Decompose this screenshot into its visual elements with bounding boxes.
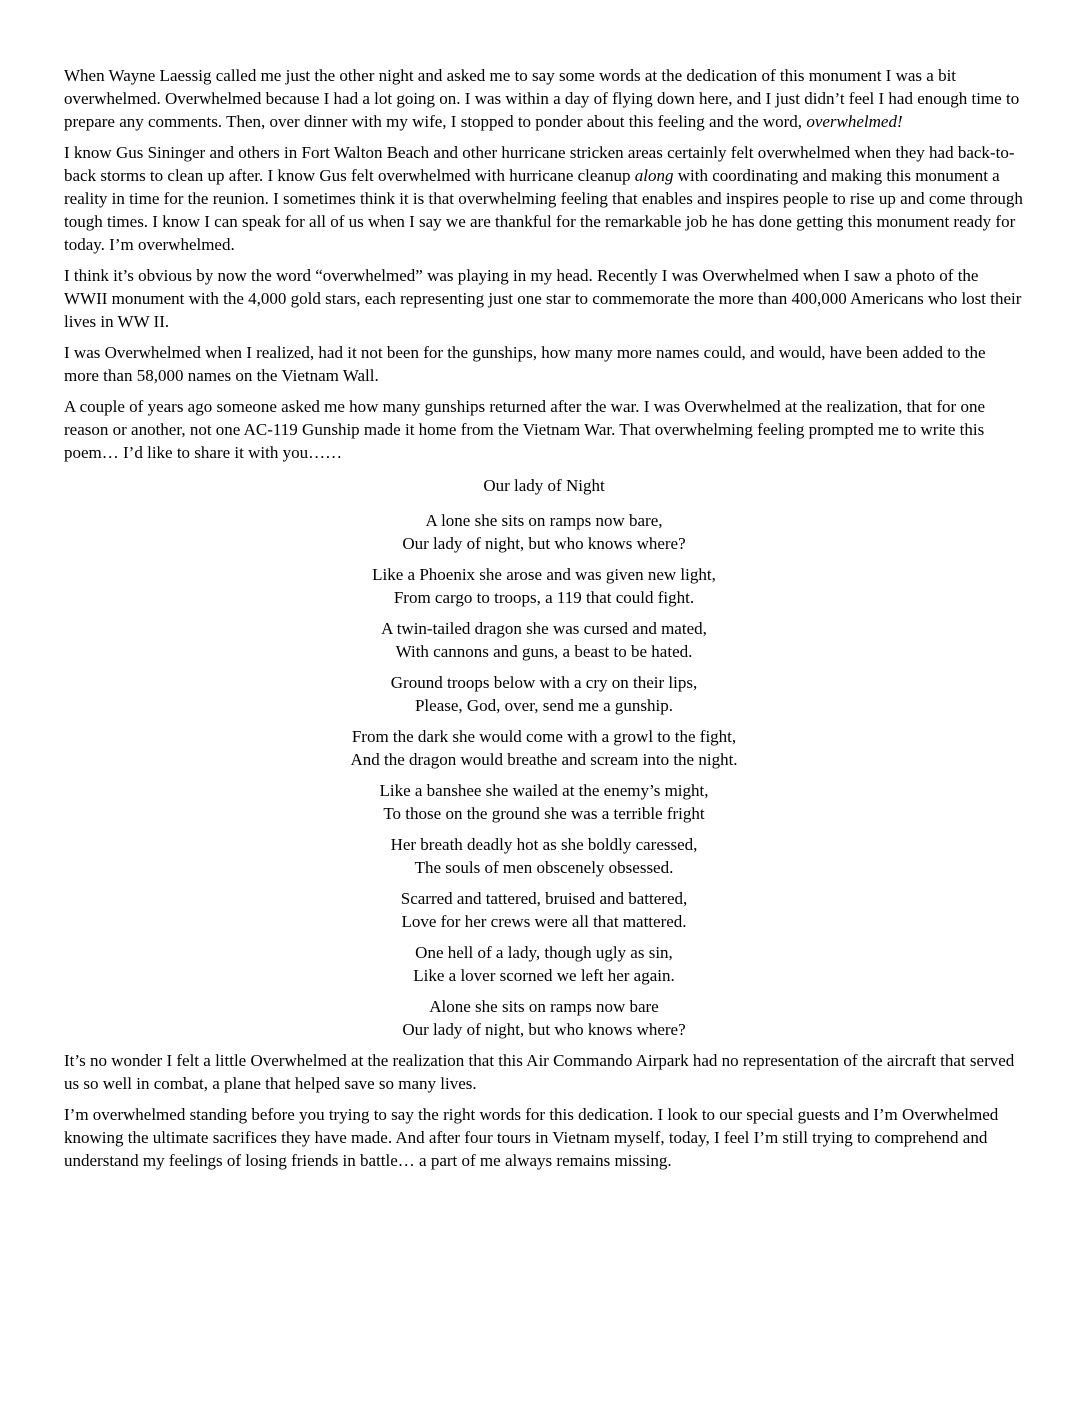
emphasized-word: along xyxy=(634,166,674,185)
paragraph-wwii-monument xyxy=(64,264,1024,333)
paragraph-text: When Wayne Laessig called me just the other night and asked me to say some words at the dedication of this monument I was a bit overwhelmed. Overwhelmed because I had a lot going on. I was within a day of flying down here, and I just didn’t feel I had enough time to prepare any comments. Then, over dinner with my wife, I stopped to ponder about this feeling and the word, xyxy=(64,66,1020,131)
paragraph-text: A couple of years ago someone asked me how many gunships returned after the war. I was Overwhelmed at the realization, that for one reason or another, not one AC-119 Gunship made it home from the Vietnam War. That overwhelming feeling prompted me to write this poem… I’d like to share it with you…… xyxy=(64,397,985,462)
poem-stanza xyxy=(64,671,1024,717)
poem-line: Love for her crews were all that mattered. xyxy=(401,912,687,931)
paragraph-text: I’m overwhelmed standing before you trying to say the right words for this dedication. I look to our special guests and I’m Overwhelmed knowing the ultimate sacrifices they have made. And after four tours in Vietnam myself, today, I feel I’m still trying to comprehend and understand my feelings of losing friends in battle… a part of me always remains missing. xyxy=(64,1105,999,1170)
poem-line: To those on the ground she was a terrible fright xyxy=(383,804,705,823)
poem-stanza xyxy=(64,617,1024,663)
poem-title: Our lady of Night xyxy=(483,476,605,495)
paragraph-text: I was Overwhelmed when I realized, had it not been for the gunships, how many more names could, and would, have been added to the more than 58,000 names on the Vietnam Wall. xyxy=(64,343,986,385)
paragraph-hurricane xyxy=(64,141,1024,256)
poem-stanza xyxy=(64,563,1024,609)
poem-line: From the dark she would come with a growl to the fight, xyxy=(351,727,737,746)
poem-line: And the dragon would breathe and scream into the night. xyxy=(350,750,738,769)
poem-line: Her breath deadly hot as she boldly caressed, xyxy=(390,835,698,854)
paragraph-text: I know Gus Sininger and others in Fort Walton Beach and other hurricane stricken areas certainly felt overwhelmed when they had back-to-back storms to clean up after. I know Gus felt overwhelmed with hurricane cleanup xyxy=(64,143,1015,185)
paragraph-invitation xyxy=(64,64,1024,133)
poem-line: From cargo to troops, a 119 that could fight. xyxy=(393,588,695,607)
poem-stanza xyxy=(64,833,1024,879)
poem-line: Ground troops below with a cry on their lips, xyxy=(390,673,698,692)
emphasized-word: overwhelmed! xyxy=(806,112,903,131)
poem-line: Our lady of night, but who knows where? xyxy=(402,1020,686,1039)
paragraph-text: I think it’s obvious by now the word “overwhelmed” was playing in my head. Recently I was Overwhelmed when I saw a photo of the WWII monument with the 4,000 gold stars, each representing just one star to commemorate the more than 400,000 Americans who lost their lives in WW II. xyxy=(64,266,1022,331)
poem-stanza xyxy=(64,725,1024,771)
poem-line: Like a banshee she wailed at the enemy’s might, xyxy=(379,781,709,800)
document-page xyxy=(64,64,1024,1180)
poem-stanza xyxy=(64,941,1024,987)
poem-stanza xyxy=(64,995,1024,1041)
paragraph-text: It’s no wonder I felt a little Overwhelmed at the realization that this Air Commando Airpark had no representation of the aircraft that served us so well in combat, a plane that helped save so many lives. xyxy=(64,1051,1015,1093)
poem-stanza xyxy=(64,509,1024,555)
poem-line: One hell of a lady, though ugly as sin, xyxy=(415,943,673,962)
poem-line: A lone she sits on ramps now bare, xyxy=(425,511,663,530)
poem-line: The souls of men obscenely obsessed. xyxy=(414,858,674,877)
poem-line: Like a Phoenix she arose and was given new light, xyxy=(372,565,716,584)
poem-line: With cannons and guns, a beast to be hated. xyxy=(395,642,693,661)
paragraph-airpark xyxy=(64,1049,1024,1095)
paragraph-gunships xyxy=(64,395,1024,464)
poem-line: Scarred and tattered, bruised and battered, xyxy=(400,889,688,908)
poem-line: A twin-tailed dragon she was cursed and mated, xyxy=(381,619,707,638)
paragraph-text: with coordinating and making this monument a reality in time for the reunion. I sometimes think it is that overwhelming feeling that enables and inspires people to rise up and come through tough times. I know I can speak for all of us when I say we are thankful for the remarkable job he has done getting this monument ready for today. I’m overwhelmed. xyxy=(64,166,1023,254)
poem-line: Our lady of night, but who knows where? xyxy=(402,534,686,553)
poem-line: Like a lover scorned we left her again. xyxy=(413,966,675,985)
paragraph-vietnam-wall xyxy=(64,341,1024,387)
poem-stanza xyxy=(64,887,1024,933)
poem-line: Alone she sits on ramps now bare xyxy=(429,997,659,1016)
poem-line: Please, God, over, send me a gunship. xyxy=(414,696,674,715)
paragraph-closing xyxy=(64,1103,1024,1172)
poem-stanza xyxy=(64,779,1024,825)
